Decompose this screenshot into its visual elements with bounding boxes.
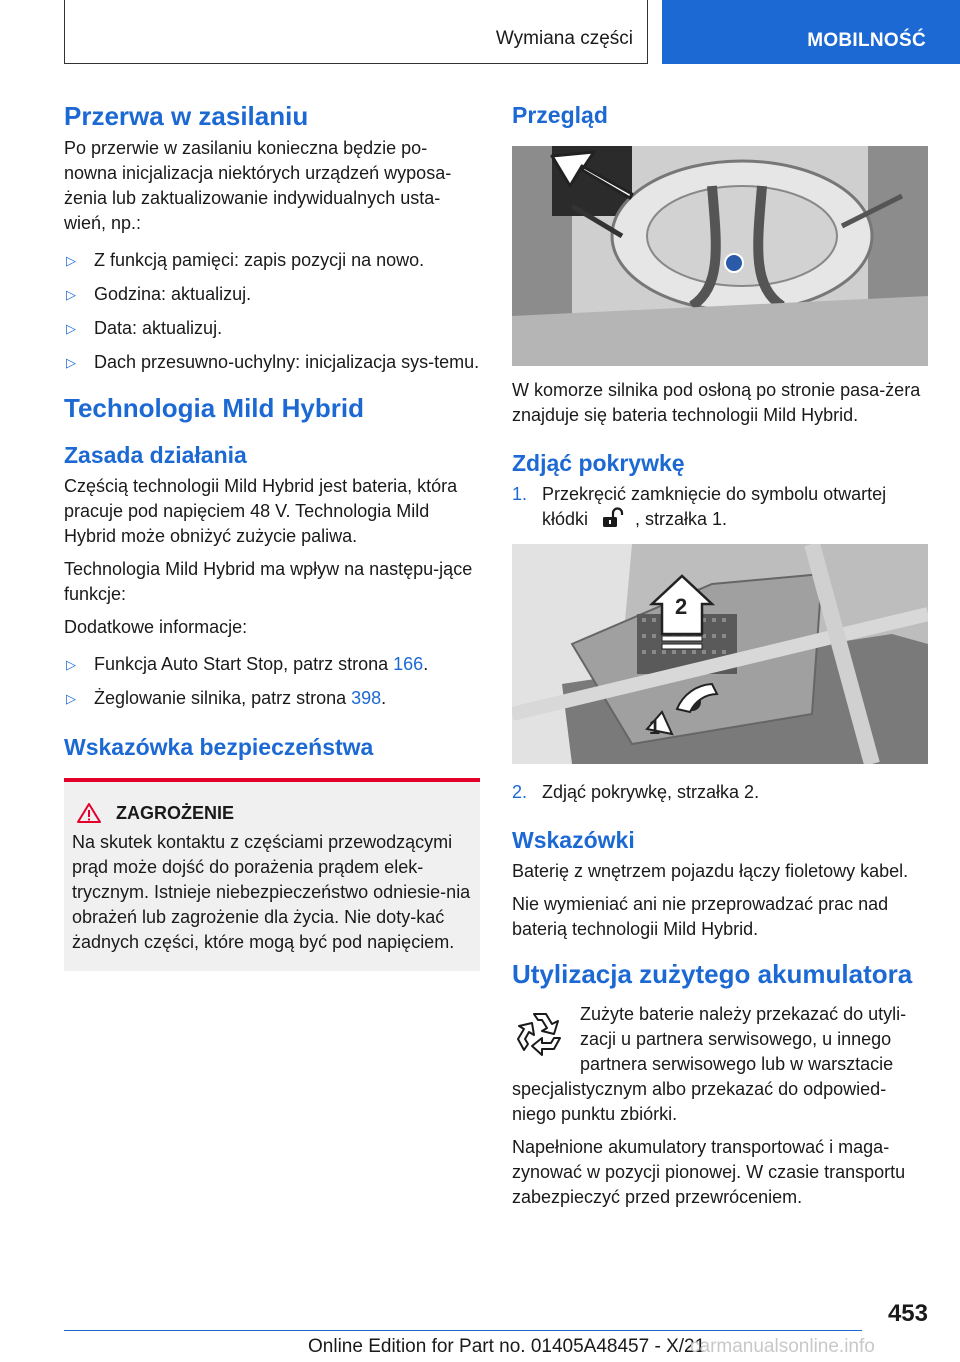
remove-steps <box>512 482 928 532</box>
danger-text: Na skutek kontaktu z częściami przewodzącymi prąd może dojść do porażenia prądem elek-trycznym. Istnieje niebezpieczeństwo odniesie-nia obrażeń lub zagrożenie dla życia. Nie doty-kać żadnych części, które mogą być pod napięciem. <box>72 832 471 952</box>
chapter-title: MOBILNOŚĆ <box>807 30 926 51</box>
cover-photo <box>512 544 928 764</box>
page-link-166[interactable]: 166 <box>393 654 424 674</box>
danger-title: ZAGROŻENIE <box>116 802 235 823</box>
danger-box <box>64 778 480 971</box>
list-item: ▷ Z funkcją pamięci: zapis pozycji na nowo. <box>64 248 480 273</box>
arrow-label-2: 2 <box>675 594 688 619</box>
left-column <box>64 100 480 971</box>
list-item: ▷ Funkcja Auto Start Stop, patrz strona 166. <box>64 652 480 677</box>
transport-paragraph: Napełnione akumulatory transportować i maga-zynować w pozycji pionowej. W czasie transportu zabezpieczyć przed przewróceniem. <box>512 1137 906 1207</box>
list-item: ▷ Żeglowanie silnika, patrz strona 398. <box>64 686 480 711</box>
list-item: ▷ Godzina: aktualizuj. <box>64 282 480 307</box>
footer-divider <box>64 1330 862 1331</box>
right-column <box>512 100 928 1210</box>
section-title: Wymiana części <box>495 28 633 49</box>
heading-mild-hybrid: Technologia Mild Hybrid <box>64 393 364 423</box>
triangle-bullet-icon: ▷ <box>66 253 76 268</box>
triangle-bullet-icon: ▷ <box>66 321 76 336</box>
overview-caption: W komorze silnika pod osłoną po stronie pasa-żera znajduje się bateria technologii Mild Hybrid. <box>512 380 921 425</box>
heading-safety-note: Wskazówka bezpieczeństwa <box>64 734 374 760</box>
triangle-bullet-icon: ▷ <box>66 691 76 706</box>
heading-tips: Wskazówki <box>512 827 635 853</box>
arrow-label-1: 1 <box>649 717 661 739</box>
heading-power-interruption: Przerwa w zasilaniu <box>64 101 309 131</box>
functions-paragraph: Technologia Mild Hybrid ma wpływ na następu-jące funkcje: <box>64 559 473 604</box>
heading-disposal: Utylizacja zużytego akumulatora <box>512 959 913 989</box>
additional-info-label: Dodatkowe informacje: <box>64 617 248 637</box>
disposal-paragraph: Zużyte baterie należy przekazać do utyli-zacji u partnera serwisowego, u innego partnera serwisowego lub w warsztacie specjalistycznym albo przekazać do odpowied-niego punktu zbiórki. <box>512 1004 907 1124</box>
remove-steps-cont <box>512 780 928 805</box>
watermark: carmanualsonline.info <box>690 1336 875 1357</box>
running-header <box>64 0 648 64</box>
list-item: ▷ Data: aktualizuj. <box>64 316 480 341</box>
open-padlock-icon <box>601 507 627 529</box>
tip-paragraph-2: Nie wymieniać ani nie przeprowadzać prac nad baterią technologii Mild Hybrid. <box>512 894 889 939</box>
engine-bay-photo <box>512 146 928 366</box>
tip-paragraph-1: Baterię z wnętrzem pojazdu łączy fioletowy kabel. <box>512 861 909 881</box>
reference-list <box>64 652 480 711</box>
step-item: 2. Zdjąć pokrywkę, strzałka 2. <box>512 782 760 802</box>
triangle-bullet-icon: ▷ <box>66 287 76 302</box>
heading-overview: Przegląd <box>512 102 608 128</box>
page-number: 453 <box>887 1300 928 1327</box>
principle-paragraph: Częścią technologii Mild Hybrid jest bateria, która pracuje pod napięciem 48 V. Technologia Mild Hybrid może obniżyć zużycie paliwa. <box>64 476 458 546</box>
step-item: 1. Przekręcić zamknięcie do symbolu otwartej kłódki , strzałka 1. <box>512 484 887 529</box>
disposal-block <box>512 1002 928 1127</box>
triangle-bullet-icon: ▷ <box>66 657 76 672</box>
danger-header <box>72 802 472 824</box>
page-link-398[interactable]: 398 <box>351 688 382 708</box>
heading-remove-cover: Zdjąć pokrywkę <box>512 450 685 476</box>
heading-principle: Zasada działania <box>64 442 247 468</box>
edition-text: Online Edition for Part no. 01405A48457 - X/21 <box>308 1336 706 1357</box>
recycling-icon <box>514 1008 566 1060</box>
triangle-bullet-icon: ▷ <box>66 355 76 370</box>
list-item: ▷ Dach przesuwno-uchylny: inicjalizacja sys-temu. <box>64 350 480 375</box>
warning-triangle-icon <box>76 802 102 824</box>
power-list <box>64 248 480 375</box>
chapter-tab <box>662 0 960 64</box>
power-paragraph: Po przerwie w zasilaniu konieczna będzie po-nowna inicjalizacja niektórych urządzeń wyposa-żenia lub zaktualizowanie indywidualnych usta-wień, np.: <box>64 138 452 233</box>
